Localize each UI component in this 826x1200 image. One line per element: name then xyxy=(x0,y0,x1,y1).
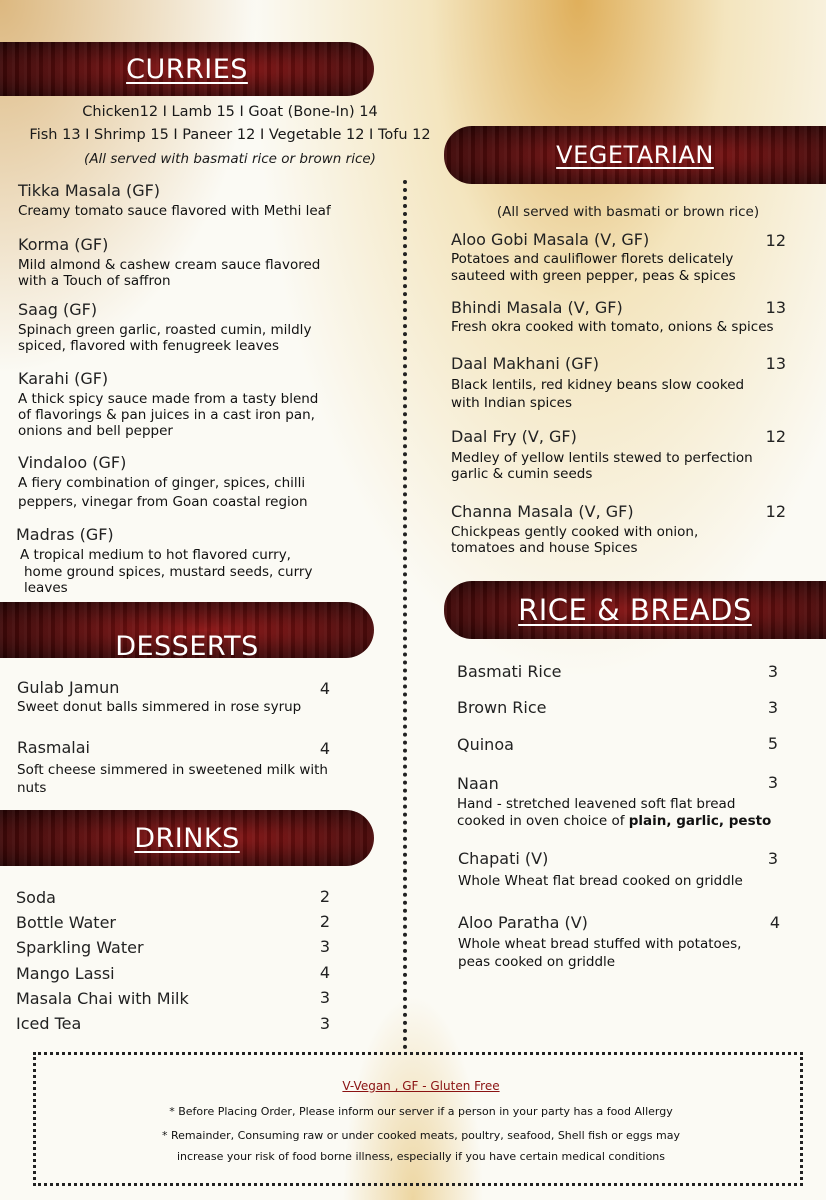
drink-name: Mango Lassi xyxy=(16,964,115,983)
veg-price: 13 xyxy=(765,298,786,317)
footer-legend-row xyxy=(36,1079,806,1093)
curries-proteins-line1: Chicken12 I Lamb 15 I Goat (Bone-In) 14 xyxy=(82,104,378,120)
drink-price: 3 xyxy=(319,937,330,956)
curry-name: Korma (GF) xyxy=(18,235,109,254)
veg-desc: Chickpeas gently cooked with onion, xyxy=(451,524,699,540)
curry-name: Tikka Masala (GF) xyxy=(18,181,161,200)
veg-desc: sauteed with green pepper, peas & spices xyxy=(451,268,736,284)
curry-desc: A thick spicy sauce made from a tasty blend xyxy=(18,391,319,407)
rice-bread-desc: Hand - stretched leavened soft flat bread xyxy=(457,796,736,812)
veg-price: 12 xyxy=(765,231,786,250)
rice-bread-price: 3 xyxy=(767,698,778,717)
veg-desc: with Indian spices xyxy=(451,395,573,411)
curry-desc: with a Touch of saffron xyxy=(18,273,171,289)
veg-name: Aloo Gobi Masala (V, GF) xyxy=(451,230,650,249)
curries-proteins-line2: Fish 13 I Shrimp 15 I Paneer 12 I Vegetable 12 I Tofu 12 xyxy=(29,127,431,143)
curry-desc: spiced, flavored with fenugreek leaves xyxy=(18,338,279,354)
footer-allergy-note: * Before Placing Order, Please inform our server if a person in your party has a food Allergy xyxy=(169,1105,673,1118)
drink-price: 3 xyxy=(319,1014,330,1033)
drink-name: Sparkling Water xyxy=(16,938,144,957)
footer-raw-food-note-cont: increase your risk of food borne illness, especially if you have certain medical conditions xyxy=(176,1150,666,1163)
naan-desc-bold: plain, garlic, pesto xyxy=(628,813,772,829)
rice-bread-price: 5 xyxy=(767,734,778,753)
vegetarian-title: VEGETARIAN xyxy=(556,141,714,169)
rice-bread-name: Brown Rice xyxy=(457,698,547,717)
curry-desc: onions and bell pepper xyxy=(18,423,173,439)
veg-price: 13 xyxy=(765,354,786,373)
rice-bread-name: Chapati (V) xyxy=(458,849,549,868)
curries-banner xyxy=(0,42,374,96)
veg-price: 12 xyxy=(765,502,786,521)
curry-name: Madras (GF) xyxy=(16,525,114,544)
curry-name: Saag (GF) xyxy=(18,300,98,319)
drink-price: 3 xyxy=(319,988,330,1007)
dessert-name: Rasmalai xyxy=(17,738,90,757)
veg-name: Daal Fry (V, GF) xyxy=(451,427,577,446)
dessert-desc: Soft cheese simmered in sweetened milk with xyxy=(17,762,328,778)
veg-desc: Black lentils, red kidney beans slow cooked xyxy=(451,377,745,393)
veg-name: Bhindi Masala (V, GF) xyxy=(451,298,623,317)
veg-desc: garlic & cumin seeds xyxy=(451,466,593,482)
rice-bread-name: Aloo Paratha (V) xyxy=(458,913,588,932)
curry-desc: Spinach green garlic, roasted cumin, mildly xyxy=(18,322,312,338)
rice-bread-price: 3 xyxy=(767,773,778,792)
drinks-banner xyxy=(0,810,374,866)
drinks-title: DRINKS xyxy=(134,822,240,854)
rice-bread-price: 3 xyxy=(767,662,778,681)
dessert-price: 4 xyxy=(319,739,330,758)
vegetarian-served-note: (All served with basmati or brown rice) xyxy=(496,204,760,220)
dessert-name: Gulab Jamun xyxy=(17,678,120,697)
rice-breads-title: RICE & BREADS xyxy=(518,593,752,627)
veg-name: Channa Masala (V, GF) xyxy=(451,502,634,521)
curry-desc: of flavorings & pan juices in a cast iron pan, xyxy=(18,407,315,423)
rice-bread-price: 3 xyxy=(767,849,778,868)
rice-bread-name: Basmati Rice xyxy=(457,662,562,681)
curry-desc: leaves xyxy=(24,580,68,596)
curry-name: Karahi (GF) xyxy=(18,369,109,388)
curry-desc: home ground spices, mustard seeds, curry xyxy=(24,564,313,580)
rice-bread-desc xyxy=(457,813,771,830)
curry-desc: Mild almond & cashew cream sauce flavored xyxy=(18,257,321,273)
rice-bread-name: Quinoa xyxy=(457,735,514,754)
curry-desc: A tropical medium to hot flavored curry, xyxy=(20,547,291,563)
drink-name: Bottle Water xyxy=(16,913,116,932)
desserts-title: DESSERTS xyxy=(115,631,259,662)
dessert-price: 4 xyxy=(319,679,330,698)
drink-name: Iced Tea xyxy=(16,1014,82,1033)
curry-desc: A fiery combination of ginger, spices, chilli xyxy=(18,475,306,491)
naan-desc-plain: cooked in oven choice of xyxy=(457,813,629,829)
rice-breads-banner xyxy=(444,581,826,639)
dessert-desc: nuts xyxy=(17,780,47,796)
curries-title: CURRIES xyxy=(126,53,248,85)
curry-name: Vindaloo (GF) xyxy=(18,453,127,472)
column-divider xyxy=(403,180,407,1050)
rice-bread-name: Naan xyxy=(457,774,499,793)
footer-raw-food-note: * Remainder, Consuming raw or under cooked meats, poultry, seafood, Shell fish or eggs may xyxy=(162,1129,680,1142)
drink-price: 4 xyxy=(319,963,330,982)
veg-name: Daal Makhani (GF) xyxy=(451,354,600,373)
veg-desc: Fresh okra cooked with tomato, onions & spices xyxy=(451,319,774,335)
rice-bread-price: 4 xyxy=(769,913,780,932)
footer-notice-box xyxy=(33,1052,803,1186)
rice-bread-desc: Whole Wheat flat bread cooked on griddle xyxy=(458,873,743,889)
curry-desc: Creamy tomato sauce flavored with Methi leaf xyxy=(18,203,331,219)
curries-served-note: (All served with basmati rice or brown rice) xyxy=(84,151,376,167)
vegetarian-banner xyxy=(444,126,826,184)
drink-price: 2 xyxy=(319,887,330,906)
veg-desc: Potatoes and cauliflower florets delicately xyxy=(451,251,734,267)
curry-desc: peppers, vinegar from Goan coastal region xyxy=(18,494,308,510)
veg-desc: tomatoes and house Spices xyxy=(451,540,638,556)
drink-name: Soda xyxy=(16,888,56,907)
drink-price: 2 xyxy=(319,912,330,931)
veg-price: 12 xyxy=(765,427,786,446)
desserts-banner xyxy=(0,602,374,662)
footer-legend: V-Vegan , GF - Gluten Free xyxy=(342,1079,500,1093)
rice-bread-desc: Whole wheat bread stuffed with potatoes, xyxy=(458,936,742,952)
dessert-desc: Sweet donut balls simmered in rose syrup xyxy=(17,699,302,715)
rice-bread-desc: peas cooked on griddle xyxy=(458,954,616,970)
veg-desc: Medley of yellow lentils stewed to perfection xyxy=(451,450,753,466)
drink-name: Masala Chai with Milk xyxy=(16,989,189,1008)
